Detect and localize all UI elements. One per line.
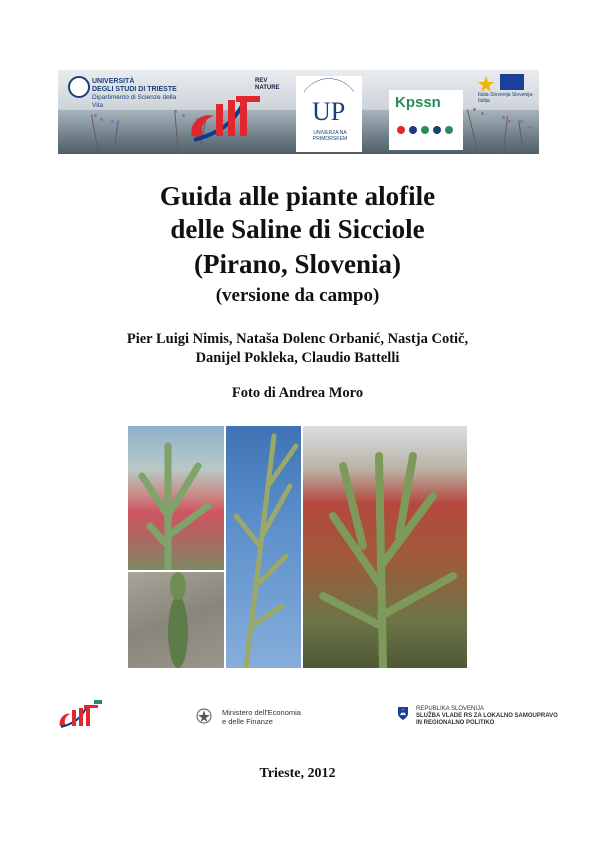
eu-flag-icon	[500, 74, 524, 90]
title-line-2: delle Saline di Sicciole	[170, 214, 425, 244]
title-line-1: Guida alle piante alofile	[159, 181, 436, 211]
siit-small-logo-icon	[58, 700, 104, 728]
slo-line-1: REPUBLIKA SLOVENIJA	[416, 706, 485, 712]
authors-line-1: Pier Luigi Nimis, Nataša Dolenc Orbanić, Nastja Cotič,	[126, 331, 469, 347]
photo-credit: Foto di Andrea Moro	[231, 385, 364, 401]
italian-republic-emblem-icon	[196, 707, 212, 725]
place-and-year: Trieste, 2012	[259, 766, 336, 781]
slo-line-3: IN REGIONALNO POLITIKO	[416, 720, 495, 726]
revnature-label: REV NATURE	[255, 78, 280, 91]
photo-salicornia-top-left	[128, 426, 224, 570]
university-seal-icon	[68, 76, 90, 98]
siit-logo-icon	[186, 82, 264, 146]
university-name-line2: DEGLI STUDI DI TRIESTE	[92, 86, 177, 93]
revnature-logo	[255, 78, 293, 98]
star-icon	[478, 76, 494, 92]
photo-salicornia-detail	[128, 572, 224, 668]
slo-line-2: SLUŽBA VLADE RS ZA LOKALNO SAMOUPRAVO	[416, 713, 558, 719]
eu-programme-label: Italia-Slovenija Slovenija-Italija	[478, 92, 534, 104]
mef-logo-text	[222, 708, 301, 726]
photo-salicornia-field	[303, 426, 467, 668]
kpssn-logo	[389, 90, 463, 150]
mef-line-2: e delle Finanze	[222, 717, 273, 726]
univerza-primorskem-logo	[296, 76, 362, 152]
slovenia-gov-logo-text	[416, 706, 558, 727]
univerza-label: UNIVERZA NA PRIMORSKEM	[312, 130, 348, 142]
department-name: Dipartimento di Scienze della Vita	[92, 94, 177, 109]
kpssn-label: Kpssn	[395, 94, 441, 111]
university-logo-text	[92, 78, 182, 110]
slovenia-coat-of-arms-icon	[398, 707, 408, 720]
mef-line-1: Ministero dell'Economia	[222, 708, 301, 717]
title-line-3: (Pirano, Slovenia)	[194, 249, 401, 279]
photo-salicornia-sky	[226, 426, 301, 668]
svg-text:UP: UP	[312, 97, 346, 126]
eu-programme-logo	[478, 74, 538, 108]
authors-line-2: Danijel Pokleka, Claudio Battelli	[195, 350, 400, 366]
subtitle: (versione da campo)	[215, 285, 380, 306]
university-name-line1: UNIVERSITÀ	[92, 78, 135, 85]
